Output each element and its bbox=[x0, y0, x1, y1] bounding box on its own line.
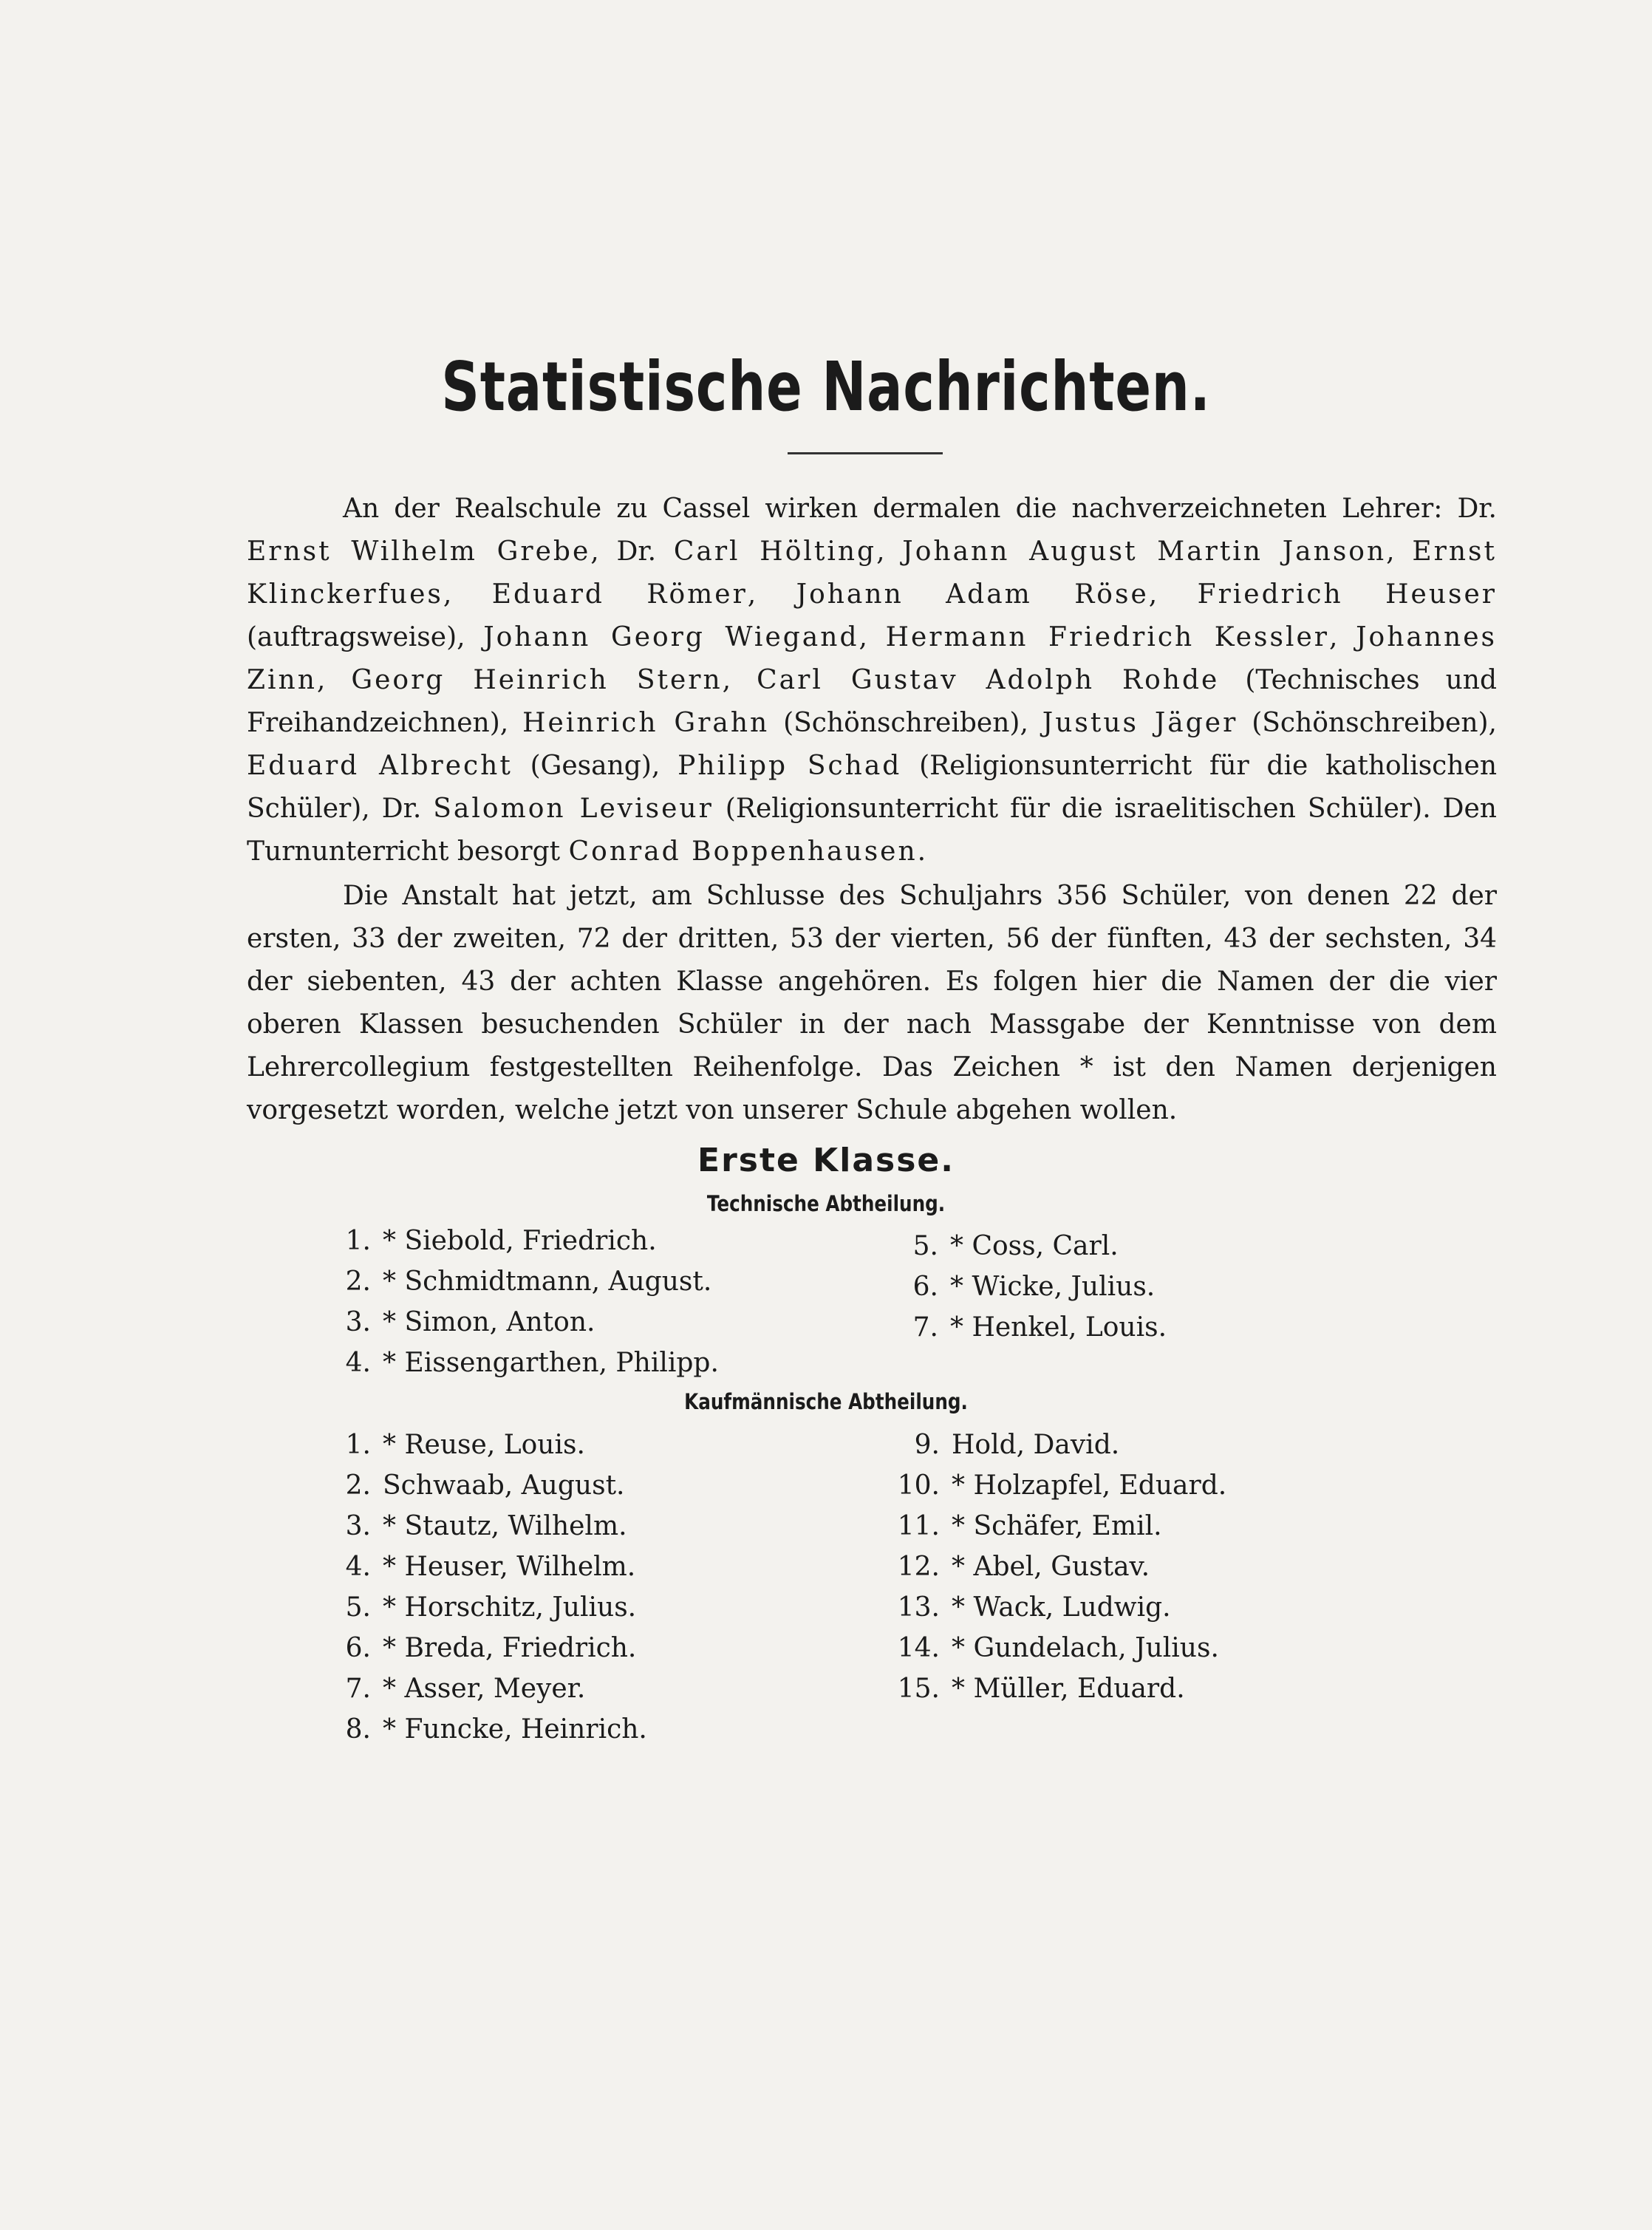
commercial-section-heading: Kaufmännische Abtheilung. bbox=[684, 1389, 968, 1414]
entry-number: 8. bbox=[345, 1714, 371, 1745]
paragraph-text: , bbox=[1148, 579, 1198, 610]
entry-number: 4. bbox=[345, 1552, 371, 1582]
student-name: * Funcke, Heinrich. bbox=[383, 1714, 647, 1745]
student-name: * Wack, Ludwig. bbox=[952, 1592, 1171, 1623]
student-entry bbox=[319, 1668, 647, 1709]
student-entry bbox=[872, 1547, 1226, 1587]
entry-number: 13. bbox=[897, 1592, 940, 1623]
student-name: * Siebold, Friedrich. bbox=[383, 1226, 657, 1256]
entry-number: 14. bbox=[897, 1633, 940, 1663]
entry-number: 4. bbox=[345, 1348, 371, 1378]
teacher-name: Ernst Klinckerfues bbox=[247, 536, 1497, 610]
body-text bbox=[247, 488, 1497, 1132]
student-entry bbox=[887, 1307, 1167, 1348]
paragraph-text: , bbox=[316, 665, 352, 695]
entry-number: 7. bbox=[912, 1312, 938, 1343]
entry-number: 5. bbox=[345, 1592, 371, 1623]
student-entry bbox=[319, 1425, 647, 1465]
page-title: Statistische Nachrichten. bbox=[441, 347, 1211, 426]
teacher-name: Eduard Römer bbox=[491, 579, 748, 610]
technical-list-right bbox=[887, 1226, 1167, 1348]
student-name: * Schmidtmann, August. bbox=[383, 1266, 712, 1297]
teacher-name: Johann Adam Röse bbox=[796, 579, 1149, 610]
paragraph-text: , Dr. bbox=[590, 536, 674, 567]
student-name: * Müller, Eduard. bbox=[952, 1674, 1185, 1704]
student-name: * Henkel, Louis. bbox=[950, 1312, 1167, 1343]
teacher-name: Johannes Zinn bbox=[247, 622, 1497, 695]
teacher-name: Heinrich Grahn bbox=[522, 708, 770, 738]
student-name: Schwaab, August. bbox=[383, 1470, 625, 1501]
teacher-name: Friedrich Heuser bbox=[1197, 579, 1497, 610]
student-entry bbox=[872, 1425, 1226, 1465]
teacher-name: Georg Heinrich Stern bbox=[351, 665, 723, 695]
teacher-name: Hermann Friedrich Kessler bbox=[885, 622, 1330, 652]
student-name: * Gundelach, Julius. bbox=[952, 1633, 1219, 1663]
student-name: * Eissengarthen, Philipp. bbox=[383, 1348, 719, 1378]
statistics-paragraph: Die Anstalt hat jetzt, am Schlusse des Schuljahrs 356 Schüler, von denen 22 der ersten, 33 der zweiten, 72 der dritten, 53 der vierten, 56 der fünften, 43 der sechsten, 34 der siebenten, 43 der achten Klasse angehören. Es folgen hier die Namen der die vier oberen Klassen besuchenden Schüler in der nach Massgabe der Kenntnisse von dem Lehrercollegium festgestellten Reihenfolge. Das Zeichen * ist den Namen derjenigen vorgesetzt worden, welche jetzt von unserer Schule abgehen wollen. bbox=[247, 881, 1497, 1125]
paragraph-text: , bbox=[1386, 536, 1413, 567]
entry-number: 6. bbox=[912, 1272, 938, 1302]
student-name: * Asser, Meyer. bbox=[383, 1674, 586, 1704]
paragraph-text: (Gesang), bbox=[512, 751, 678, 781]
technical-list-left bbox=[319, 1221, 719, 1383]
paragraph-text: (auftragsweise), bbox=[247, 622, 484, 652]
student-entry bbox=[887, 1226, 1167, 1266]
student-entry bbox=[319, 1302, 719, 1343]
student-entry bbox=[887, 1266, 1167, 1307]
teacher-name: Johann August Martin Janson bbox=[902, 536, 1387, 567]
paragraph-text: , bbox=[747, 579, 796, 610]
entry-number: 7. bbox=[345, 1674, 371, 1704]
entry-number: 2. bbox=[345, 1470, 371, 1501]
student-entry bbox=[319, 1587, 647, 1628]
entry-number: 1. bbox=[345, 1430, 371, 1460]
student-name: Hold, David. bbox=[952, 1430, 1120, 1460]
student-entry bbox=[319, 1261, 719, 1302]
paragraph-text: , bbox=[1329, 622, 1356, 652]
paragraph-text: (Religionsunterricht für die katholischen Schüler), Dr. bbox=[247, 751, 1498, 824]
paragraph-text: , bbox=[876, 536, 903, 567]
student-entry bbox=[319, 1343, 719, 1383]
teacher-name: Johann Georg Wiegand bbox=[483, 622, 859, 652]
teacher-name: Carl Gustav Adolph Rohde bbox=[757, 665, 1220, 695]
student-entry bbox=[319, 1709, 647, 1750]
entry-number: 3. bbox=[345, 1307, 371, 1337]
student-name: * Horschitz, Julius. bbox=[383, 1592, 637, 1623]
teacher-name: Carl Hölting bbox=[673, 536, 877, 567]
student-entry bbox=[872, 1628, 1226, 1668]
student-entry bbox=[319, 1547, 647, 1587]
student-entry bbox=[872, 1587, 1226, 1628]
entry-number: 5. bbox=[912, 1231, 938, 1261]
student-name: * Reuse, Louis. bbox=[383, 1430, 585, 1460]
paragraph-text: . bbox=[917, 836, 926, 867]
student-entry bbox=[872, 1465, 1226, 1506]
student-name: * Heuser, Wilhelm. bbox=[383, 1552, 636, 1582]
student-name: * Wicke, Julius. bbox=[950, 1272, 1156, 1302]
entry-number: 1. bbox=[345, 1226, 371, 1256]
paragraph-text: (Religionsunterricht für die israelitischen Schüler). Den Turnunterricht besorgt bbox=[247, 794, 1497, 867]
paragraph-text: (Technisches und Freihandzeichnen), bbox=[247, 665, 1497, 738]
student-entry bbox=[319, 1465, 647, 1506]
teachers-paragraph bbox=[247, 488, 1497, 873]
paragraph-text: , bbox=[859, 622, 886, 652]
student-name: * Simon, Anton. bbox=[383, 1307, 595, 1337]
entry-number: 11. bbox=[897, 1511, 940, 1541]
student-entry bbox=[319, 1628, 647, 1668]
teacher-name: Salomon Leviseur bbox=[433, 794, 714, 824]
paragraph-text: , bbox=[443, 579, 492, 610]
paragraph-text: (Schönschreiben), bbox=[1238, 708, 1497, 738]
teacher-name: Justus Jäger bbox=[1042, 708, 1238, 738]
paragraph-text: An der Realschule zu Cassel wirken dermalen die nachverzeichneten Lehrer: Dr. bbox=[343, 494, 1497, 524]
entry-number: 12. bbox=[897, 1552, 940, 1582]
entry-number: 15. bbox=[897, 1674, 940, 1704]
paragraph-text: (Schönschreiben), bbox=[769, 708, 1042, 738]
student-entry bbox=[872, 1506, 1226, 1547]
entry-number: 9. bbox=[914, 1430, 940, 1460]
commercial-list-right bbox=[872, 1425, 1226, 1709]
entry-number: 3. bbox=[345, 1511, 371, 1541]
student-name: * Holzapfel, Eduard. bbox=[952, 1470, 1227, 1501]
teacher-name: Ernst Wilhelm Grebe bbox=[247, 536, 591, 567]
student-entry bbox=[319, 1221, 719, 1261]
entry-number: 6. bbox=[345, 1633, 371, 1663]
student-name: * Abel, Gustav. bbox=[952, 1552, 1150, 1582]
student-name: * Coss, Carl. bbox=[950, 1231, 1119, 1261]
class-heading: Erste Klasse. bbox=[697, 1142, 955, 1179]
student-name: * Stautz, Wilhelm. bbox=[383, 1511, 627, 1541]
teacher-name: Eduard Albrecht bbox=[247, 751, 513, 781]
entry-number: 10. bbox=[897, 1470, 940, 1501]
technical-section-heading: Technische Abtheilung. bbox=[706, 1191, 946, 1216]
entry-number: 2. bbox=[345, 1266, 371, 1297]
student-entry bbox=[872, 1668, 1226, 1709]
commercial-list-left bbox=[319, 1425, 647, 1750]
student-name: * Breda, Friedrich. bbox=[383, 1633, 637, 1663]
student-entry bbox=[319, 1506, 647, 1547]
teacher-name: Conrad Boppenhausen bbox=[568, 836, 918, 867]
title-rule bbox=[788, 452, 943, 454]
student-name: * Schäfer, Emil. bbox=[952, 1511, 1162, 1541]
teacher-name: Philipp Schad bbox=[677, 751, 902, 781]
paragraph-text: , bbox=[722, 665, 757, 695]
